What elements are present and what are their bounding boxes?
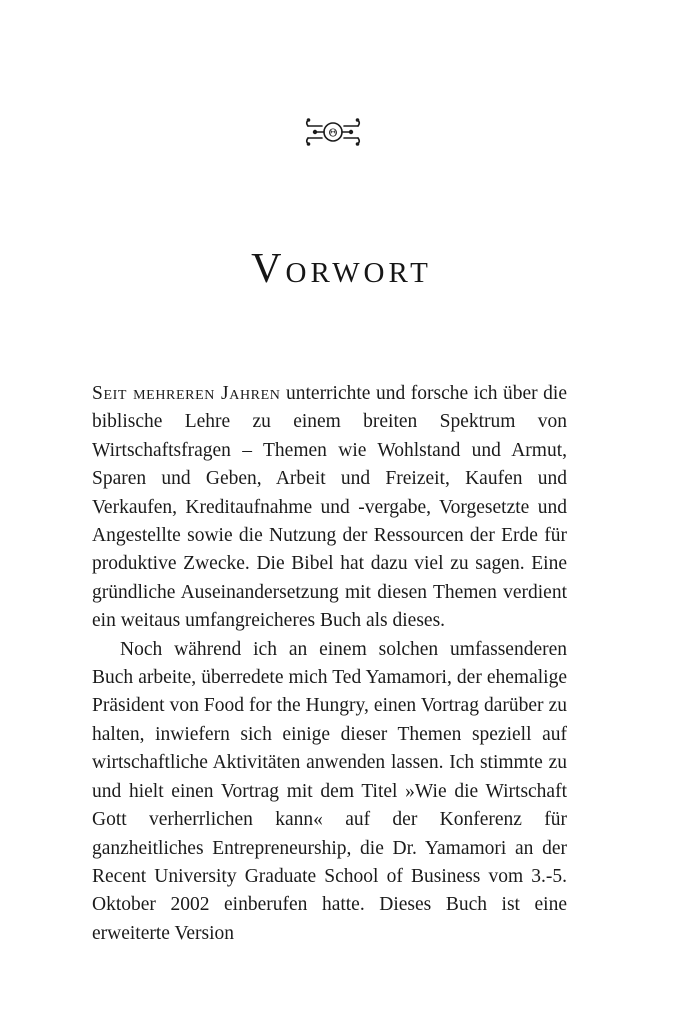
paragraph-1 — [92, 380, 567, 636]
paragraph-2: Noch während ich an einem solchen umfassenderen Buch arbeite, überredete mich Ted Yamamori, der ehemalige Präsident von Food for the Hungry, einen Vortrag darüber zu halten, inwiefern sich einige dieser Themen speziell auf wirtschaftliche Aktivitäten anwenden lassen. Ich stimmte zu und hielt einen Vortrag mit dem Titel »Wie die Wirtschaft Gott verherrlichen kann« auf der Konferenz für ganzheitliches Entrepreneurship, die Dr. Yamamori an der Recent University Graduate School of Business vom 3.-5. Oktober 2002 einberufen hatte. Dieses Buch ist eine erweiterte Version — [92, 638, 567, 944]
chapter-title: Vorwort — [251, 246, 432, 292]
paragraph-1-text: unterrichte und forsche ich über die biblische Lehre zu einem breiten Spektrum von Wirtschaftsfragen – Themen wie Wohlstand und Armut, Sparen und Geben, Arbeit und Freizeit, Kaufen und Verkaufen, Kreditaufnahme und -vergabe, Vorgesetzte und Angestellte sowie die Nutzung der Ressourcen der Erde für produktive Zwecke. Die Bibel hat dazu viel zu sagen. Eine gründliche Auseinandersetzung mit diesen Themen verdient ein weitaus umfangreicheres Buch als dieses. — [92, 383, 567, 632]
decorative-ornament-icon — [302, 112, 364, 152]
paragraph-lead-in: Seit mehreren Jahren — [92, 383, 281, 404]
ornament-center-glyph: Θ — [328, 126, 338, 140]
body-text — [92, 380, 567, 948]
